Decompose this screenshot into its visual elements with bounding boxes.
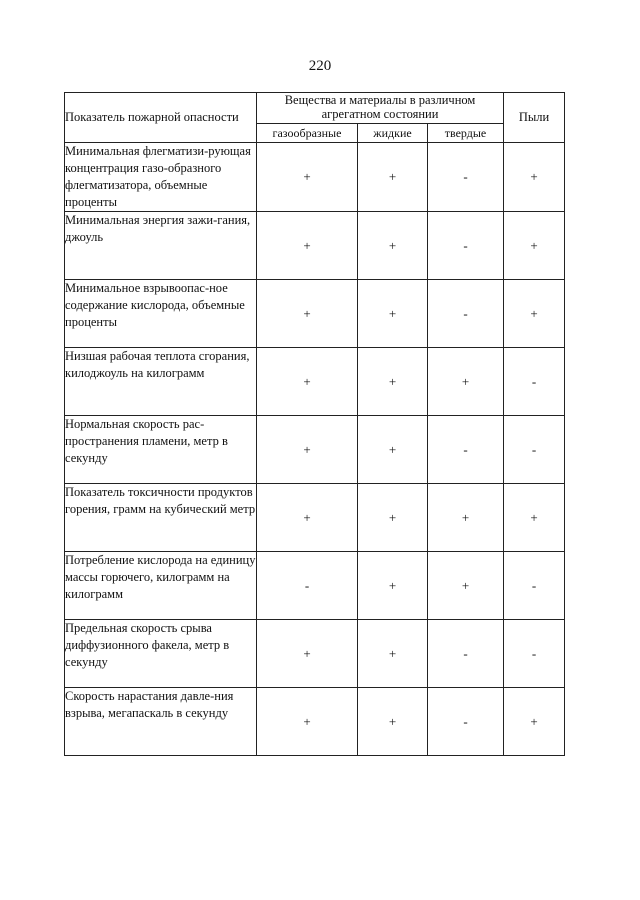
table-body bbox=[65, 143, 565, 756]
cell-gaseous: + bbox=[257, 280, 358, 348]
cell-solid: - bbox=[428, 620, 504, 688]
cell-dust: - bbox=[504, 348, 565, 416]
row-label: Минимальная энергия зажи-гания, джоуль bbox=[65, 212, 257, 280]
cell-gaseous: - bbox=[257, 552, 358, 620]
row-label: Скорость нарастания давле-ния взрыва, мегапаскаль в секунду bbox=[65, 688, 257, 756]
cell-solid: + bbox=[428, 348, 504, 416]
cell-dust: - bbox=[504, 620, 565, 688]
table-row bbox=[65, 552, 565, 620]
table-header bbox=[65, 93, 565, 143]
cell-gaseous: + bbox=[257, 212, 358, 280]
cell-gaseous: + bbox=[257, 688, 358, 756]
header-indicator: Показатель пожарной опасности bbox=[65, 93, 257, 143]
cell-gaseous: + bbox=[257, 143, 358, 212]
table-row bbox=[65, 484, 565, 552]
cell-gaseous: + bbox=[257, 348, 358, 416]
table-row bbox=[65, 688, 565, 756]
cell-dust: + bbox=[504, 484, 565, 552]
table-row bbox=[65, 620, 565, 688]
header-substances-group: Вещества и материалы в различном агрегатном состоянии bbox=[257, 93, 504, 124]
table-row bbox=[65, 348, 565, 416]
cell-gaseous: + bbox=[257, 620, 358, 688]
table-row bbox=[65, 143, 565, 212]
header-liquid: жидкие bbox=[358, 124, 428, 143]
row-label: Минимальная флегматизи-рующая концентрация газо-образного флегматизатора, объемные проценты bbox=[65, 143, 257, 212]
row-label: Нормальная скорость рас-пространения пламени, метр в секунду bbox=[65, 416, 257, 484]
cell-dust: - bbox=[504, 552, 565, 620]
table-row bbox=[65, 416, 565, 484]
cell-liquid: + bbox=[358, 688, 428, 756]
cell-dust: + bbox=[504, 212, 565, 280]
cell-liquid: + bbox=[358, 143, 428, 212]
cell-gaseous: + bbox=[257, 416, 358, 484]
header-gaseous: газообразные bbox=[257, 124, 358, 143]
cell-liquid: + bbox=[358, 348, 428, 416]
cell-liquid: + bbox=[358, 484, 428, 552]
row-label: Показатель токсичности продуктов горения, грамм на кубический метр bbox=[65, 484, 257, 552]
table-row bbox=[65, 212, 565, 280]
cell-liquid: + bbox=[358, 620, 428, 688]
fire-hazard-table bbox=[64, 92, 565, 756]
cell-solid: - bbox=[428, 143, 504, 212]
row-label: Низшая рабочая теплота сгорания, килоджоуль на килограмм bbox=[65, 348, 257, 416]
header-solid: твердые bbox=[428, 124, 504, 143]
cell-dust: + bbox=[504, 143, 565, 212]
cell-solid: + bbox=[428, 484, 504, 552]
row-label: Потребление кислорода на единицу массы горючего, килограмм на килограмм bbox=[65, 552, 257, 620]
cell-liquid: + bbox=[358, 212, 428, 280]
cell-solid: - bbox=[428, 688, 504, 756]
cell-dust: - bbox=[504, 416, 565, 484]
cell-solid: + bbox=[428, 552, 504, 620]
cell-dust: + bbox=[504, 688, 565, 756]
cell-gaseous: + bbox=[257, 484, 358, 552]
header-dust: Пыли bbox=[504, 93, 565, 143]
cell-liquid: + bbox=[358, 552, 428, 620]
row-label: Минимальное взрывоопас-ное содержание кислорода, объемные проценты bbox=[65, 280, 257, 348]
cell-solid: - bbox=[428, 212, 504, 280]
cell-solid: - bbox=[428, 280, 504, 348]
page-number: 220 bbox=[308, 58, 332, 74]
row-label: Предельная скорость срыва диффузионного факела, метр в секунду bbox=[65, 620, 257, 688]
table-row bbox=[65, 280, 565, 348]
cell-dust: + bbox=[504, 280, 565, 348]
cell-solid: - bbox=[428, 416, 504, 484]
cell-liquid: + bbox=[358, 280, 428, 348]
cell-liquid: + bbox=[358, 416, 428, 484]
